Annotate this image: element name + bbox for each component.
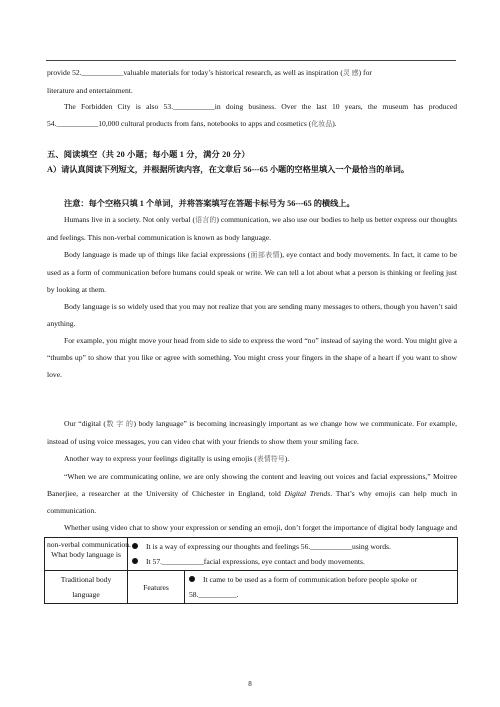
passage-continued [47, 415, 457, 553]
row-content: It is a way of expressing our thoughts and feelings 56.___________using words. It 57.___________facial expressions, eye contact and body movements. [128, 538, 458, 571]
row-content: It came to be used as a form of communication before people spoke or 58.__________. [185, 571, 458, 604]
row-label: Traditional body language [45, 571, 128, 604]
page-number: 8 [248, 680, 252, 688]
bullet-icon [189, 576, 195, 582]
bullet-icon [132, 543, 138, 549]
carry-over-paragraph-1: provide 52.___________valuable materials for today’s historical research, as well as inspiration (灵 感) for literature and entertainment. [47, 68, 372, 95]
bullet-icon [132, 558, 138, 564]
passage-paragraph: Our “digital (数 字 的) body language” is becoming increasingly important as we change how we communicate. For example, instead of using voice messages, you can video chat with your friends to show them your smiling face. [47, 419, 457, 446]
passage [47, 211, 457, 383]
passage-paragraph: Body language is so widely used that you may not realize that you are sending many messages to others, though you haven’t said anything. [47, 302, 457, 328]
passage-paragraph: Humans live in a society. Not only verbal (语言的) communication, we also use our bodies to help us better express our thoughts and feelings. This non-verbal communication is known as body language. [47, 215, 457, 242]
carry-over-paragraph-2: The Forbidden City is also 53.___________in doing business. Over the last 10 years, the museum has produced 54.___________10,000 cultural products from fans, notebooks to apps and cosmetics (化妆品). [47, 102, 457, 128]
top-rule [46, 60, 456, 61]
section-note: 注意：每个空格只填 1 个单词，并将答案填写在答题卡标号为 56---65 的横线上。 [64, 199, 355, 208]
table-row [45, 571, 458, 604]
section-heading: 五、阅读填空（共 20 小题；每小题 1 分，满分 20 分） [47, 150, 250, 159]
section-instructions: A）请认真阅读下列短文，并根据所读内容，在文章后 56---65 小题的空格里填入一个最恰当的单词。 [47, 165, 410, 174]
passage-paragraph: Body language is made up of things like facial expressions (面部表情), eye contact and body movements. In fact, it came to be used as a form of communication before humans could speak or write. We can tell a lot about what a person is thinking or feeling just by looking at them. [47, 250, 457, 294]
answer-table [44, 537, 458, 604]
row-label: What body language is [45, 538, 128, 571]
passage-paragraph: “When we are communicating online, we are only showing the content and leaving out voices and facial expressions,” Moitree Banerjiee, a researcher at the University of Chichester in England, told Digital Trends. That’s why emojis can help much in communication. [47, 472, 457, 515]
passage-paragraph: For example, you might move your head from side to side to express the word “no” instead of saying the word. You might give a “thumbs up” to show that you like or agree with something. You might cross your fingers in the shape of a heart if you want to show love. [47, 336, 457, 379]
passage-paragraph: Another way to express your feelings digitally is using emojis (表情符号). [64, 454, 290, 463]
passage-paragraph: Whether using video chat to show your expression or sending an emoji, don’t forget the importance of digital body language and non-verbal communication. [47, 523, 457, 549]
row-sublabel: Features [128, 571, 185, 604]
table-row [45, 538, 458, 571]
